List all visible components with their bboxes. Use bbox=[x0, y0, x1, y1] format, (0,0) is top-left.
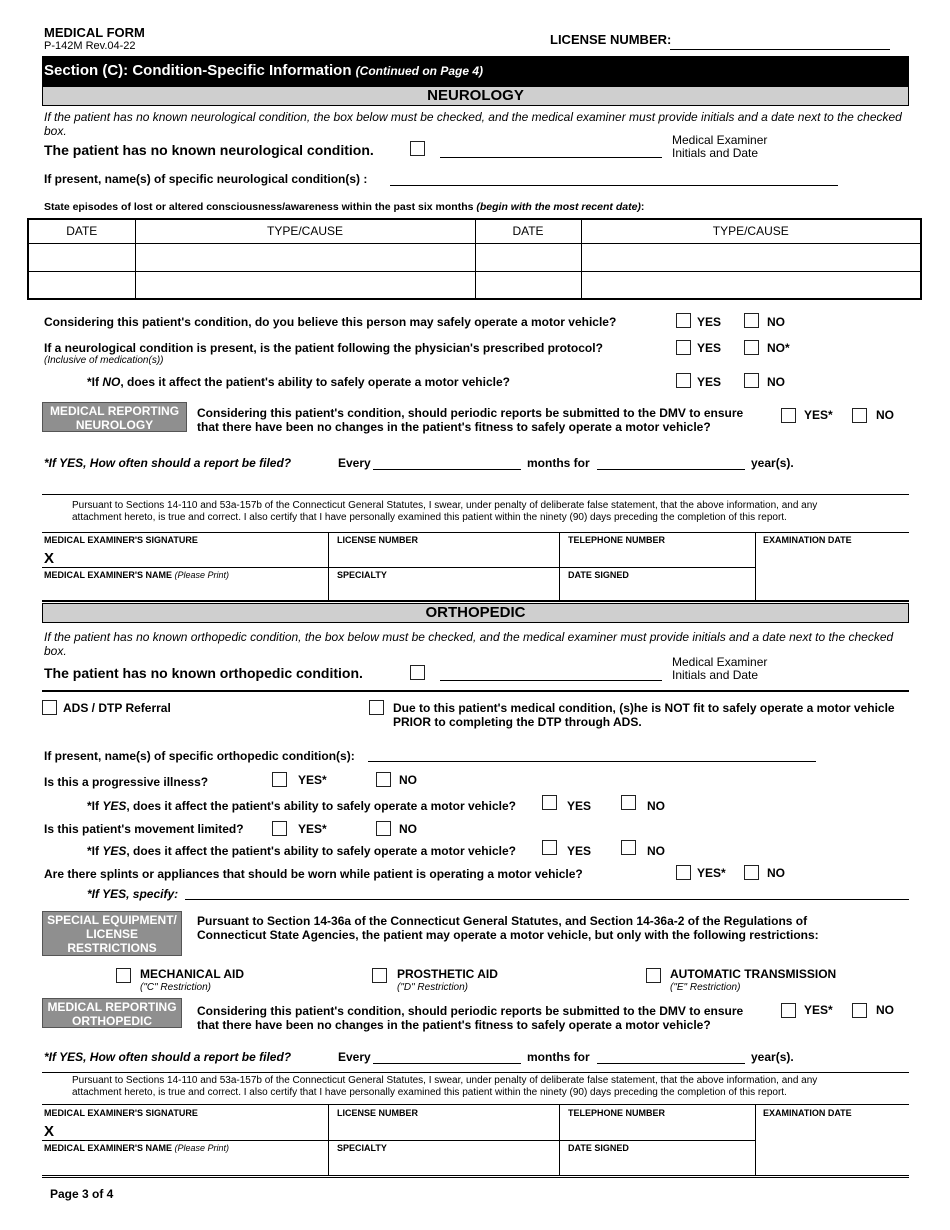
mechanical-aid-code: ("C" Restriction) bbox=[140, 982, 211, 993]
special-equipment-box bbox=[42, 911, 182, 956]
signature-x: X bbox=[44, 1123, 55, 1140]
episodes-note: (begin with the most recent date) bbox=[476, 201, 641, 213]
date-signed-label-2: DATE SIGNED bbox=[568, 1143, 629, 1153]
automatic-transmission-label: AUTOMATIC TRANSMISSION bbox=[670, 967, 837, 981]
q2-yes-label: YES bbox=[697, 341, 722, 355]
movement-question: Is this patient's movement limited? bbox=[44, 822, 244, 836]
movement-yes-checkbox[interactable] bbox=[272, 821, 287, 836]
splints-yes-label: YES* bbox=[697, 866, 726, 880]
q2-no-label: NO* bbox=[767, 341, 790, 355]
ortho-every-label: Every bbox=[338, 1050, 371, 1064]
examiner-name-label bbox=[44, 570, 229, 580]
exam-date-label-1: EXAMINATION DATE bbox=[763, 535, 852, 545]
q3-em: NO bbox=[102, 375, 121, 389]
progressive-affect-yes-label: YES bbox=[567, 799, 592, 813]
examiner-name-label bbox=[44, 1143, 229, 1153]
neuro-frequency-label: *If YES, How often should a report be filed? bbox=[44, 456, 292, 470]
progressive-no-label: NO bbox=[399, 773, 417, 787]
splints-specify-label: *If YES, specify: bbox=[87, 887, 179, 901]
sig-divider bbox=[328, 532, 329, 600]
name-label-text: MEDICAL EXAMINER'S NAME bbox=[44, 570, 172, 580]
mechanical-aid-checkbox[interactable] bbox=[116, 968, 131, 983]
attestation-top-rule bbox=[42, 494, 909, 495]
ads-dtp-checkbox[interactable] bbox=[42, 700, 57, 715]
table-row[interactable] bbox=[28, 271, 921, 299]
q2-yes-checkbox[interactable] bbox=[676, 340, 691, 355]
sig-block-mid bbox=[42, 1140, 755, 1141]
episodes-label-text: State episodes of lost or altered consciousness/awareness within the past six months bbox=[44, 201, 474, 213]
neurology-conditions-field[interactable] bbox=[390, 185, 838, 186]
neuro-years-label: year(s). bbox=[751, 456, 794, 470]
episode-type-cell[interactable] bbox=[581, 271, 921, 299]
affect-prefix: *If bbox=[87, 799, 103, 813]
orthopedic-heading: ORTHOPEDIC bbox=[42, 603, 909, 623]
examiner-initials-line1: Medical Examiner bbox=[672, 655, 768, 669]
ortho-rule bbox=[42, 690, 909, 692]
sig-block-top bbox=[42, 532, 909, 533]
ortho-reporting-yes-checkbox[interactable] bbox=[781, 1003, 796, 1018]
section-title-bar bbox=[42, 56, 909, 86]
movement-affect-yes-checkbox[interactable] bbox=[542, 840, 557, 855]
exam-date-label-2: EXAMINATION DATE bbox=[763, 1108, 852, 1118]
q1-no-checkbox[interactable] bbox=[744, 313, 759, 328]
movement-affect-no-label: NO bbox=[647, 844, 665, 858]
q2-no-checkbox[interactable] bbox=[744, 340, 759, 355]
special-equipment-line1: SPECIAL EQUIPMENT/ bbox=[47, 913, 177, 927]
q3-yes-checkbox[interactable] bbox=[676, 373, 691, 388]
col-type-2: TYPE/CAUSE bbox=[581, 219, 921, 243]
episode-date-cell[interactable] bbox=[28, 271, 135, 299]
affect-rest: , does it affect the patient's ability to safely operate a motor vehicle? bbox=[126, 799, 516, 813]
reporting-q-line2: that there have been no changes in the patient's fitness to safely operate a motor vehicle? bbox=[197, 420, 711, 434]
not-fit-line2: PRIOR to completing the DTP through ADS. bbox=[393, 715, 642, 729]
signature-x: X bbox=[44, 550, 55, 567]
ortho-months-label: months for bbox=[527, 1050, 590, 1064]
affect-em: YES bbox=[102, 799, 127, 813]
splints-yes-checkbox[interactable] bbox=[676, 865, 691, 880]
table-row[interactable] bbox=[28, 243, 921, 271]
orthopedic-instruction: If the patient has no known orthopedic condition, the box below must be checked, and the medical examiner must provide initials and a date next to the checked box. bbox=[44, 630, 894, 658]
ads-dtp-label: ADS / DTP Referral bbox=[63, 701, 171, 715]
col-date-2: DATE bbox=[475, 219, 581, 243]
episode-date-cell[interactable] bbox=[475, 243, 581, 271]
neurology-instruction: If the patient has no known neurological condition, the box below must be checked, and the medical examiner must provide initials and a date next to the checked box. bbox=[44, 110, 902, 138]
episodes-table bbox=[27, 218, 922, 300]
automatic-transmission-code: ("E" Restriction) bbox=[670, 982, 741, 993]
page-bottom-rule bbox=[42, 1175, 909, 1178]
ortho-every-field[interactable] bbox=[373, 1063, 521, 1064]
neuro-reporting-yes-checkbox[interactable] bbox=[781, 408, 796, 423]
ortho-years-label: year(s). bbox=[751, 1050, 794, 1064]
sig-block-top bbox=[42, 1104, 909, 1105]
prosthetic-aid-checkbox[interactable] bbox=[372, 968, 387, 983]
not-fit-line1: Due to this patient's medical condition, (s)he is NOT fit to safely operate a motor vehicle bbox=[393, 701, 895, 715]
not-fit-checkbox[interactable] bbox=[369, 700, 384, 715]
attestation-top-rule bbox=[42, 1072, 909, 1073]
episode-type-cell[interactable] bbox=[581, 243, 921, 271]
attestation-line2: attachment hereto, is true and correct. I also certify that I have personally examined this patient within the ninety (90) days preceding the completion of this report. bbox=[72, 512, 787, 523]
neurology-q2: If a neurological condition is present, is the patient following the physician's prescribed protocol? bbox=[44, 341, 603, 355]
not-fit-text bbox=[393, 701, 895, 729]
splints-no-label: NO bbox=[767, 866, 785, 880]
neuro-months-label: months for bbox=[527, 456, 590, 470]
neurology-no-condition-label: The patient has no known neurological condition. bbox=[44, 142, 374, 158]
automatic-transmission-checkbox[interactable] bbox=[646, 968, 661, 983]
affect-prefix: *If bbox=[87, 844, 103, 858]
episode-date-cell[interactable] bbox=[28, 243, 135, 271]
ortho-frequency-label: *If YES, How often should a report be filed? bbox=[44, 1050, 292, 1064]
neurology-no-condition-checkbox[interactable] bbox=[410, 141, 425, 156]
reporting-box-line1: MEDICAL REPORTING bbox=[49, 404, 180, 418]
neurology-reporting-question bbox=[197, 406, 743, 434]
ortho-top-rule bbox=[42, 600, 909, 602]
specialty-label-2: SPECIALTY bbox=[337, 1143, 387, 1153]
progressive-yes-checkbox[interactable] bbox=[272, 772, 287, 787]
movement-affect-yes-label: YES bbox=[567, 844, 592, 858]
reporting-box-line1: MEDICAL REPORTING bbox=[47, 1000, 177, 1014]
q3-rest: , does it affect the patient's ability to safely operate a motor vehicle? bbox=[120, 375, 510, 389]
q1-no-label: NO bbox=[767, 315, 785, 329]
episodes-label bbox=[44, 201, 644, 213]
q3-no-checkbox[interactable] bbox=[744, 373, 759, 388]
reporting-q-line2: that there have been no changes in the patient's fitness to safely operate a motor vehicle? bbox=[197, 1018, 711, 1032]
sig-divider bbox=[755, 532, 756, 600]
neuro-every-label: Every bbox=[338, 456, 371, 470]
progressive-yes-label: YES* bbox=[298, 773, 327, 787]
neurology-conditions-label: If present, name(s) of specific neurological condition(s) : bbox=[44, 172, 368, 186]
license-number-label-2: LICENSE NUMBER bbox=[337, 1108, 419, 1118]
page-number: Page 3 of 4 bbox=[50, 1187, 114, 1201]
ortho-reporting-no-label: NO bbox=[876, 1003, 894, 1017]
attestation-line1: Pursuant to Sections 14-110 and 53a-157b of the Connecticut General Statutes, I swear, under penalty of deliberate false statement, that the above information, and any bbox=[72, 500, 818, 511]
ortho-examiner-initials-field[interactable] bbox=[440, 680, 662, 681]
neurology-heading: NEUROLOGY bbox=[42, 86, 909, 106]
q1-yes-checkbox[interactable] bbox=[676, 313, 691, 328]
section-title: Section (C): Condition-Specific Information bbox=[44, 62, 352, 79]
col-type-1: TYPE/CAUSE bbox=[135, 219, 475, 243]
episode-date-cell[interactable] bbox=[475, 271, 581, 299]
affect-rest: , does it affect the patient's ability to safely operate a motor vehicle? bbox=[126, 844, 516, 858]
prosthetic-aid-label: PROSTHETIC AID bbox=[397, 967, 498, 981]
movement-affect-question bbox=[87, 844, 516, 858]
medical-reporting-orthopedic-box bbox=[42, 998, 182, 1028]
q3-prefix: *If bbox=[87, 375, 103, 389]
ortho-years-field[interactable] bbox=[597, 1063, 745, 1064]
ortho-no-condition-label: The patient has no known orthopedic condition. bbox=[44, 665, 363, 681]
progressive-affect-question bbox=[87, 799, 516, 813]
neurology-q3 bbox=[87, 375, 510, 389]
ortho-reporting-yes-label: YES* bbox=[804, 1003, 833, 1017]
splints-specify-field[interactable] bbox=[185, 899, 909, 900]
special-equipment-line3: RESTRICTIONS bbox=[67, 941, 157, 955]
license-number-field[interactable] bbox=[670, 49, 890, 50]
ortho-reporting-question bbox=[197, 1004, 743, 1032]
attestation-text-1 bbox=[72, 500, 817, 524]
neurology-examiner-initials-field[interactable] bbox=[440, 157, 662, 158]
sig-divider bbox=[559, 532, 560, 600]
specialty-label-1: SPECIALTY bbox=[337, 570, 387, 580]
special-equipment-line2: LICENSE bbox=[85, 927, 138, 941]
progressive-question: Is this a progressive illness? bbox=[44, 775, 209, 789]
reporting-box-line2: ORTHOPEDIC bbox=[71, 1014, 152, 1028]
name-label-text: MEDICAL EXAMINER'S NAME bbox=[44, 1143, 172, 1153]
telephone-label-2: TELEPHONE NUMBER bbox=[568, 1108, 666, 1118]
splints-question: Are there splints or appliances that should be worn while patient is operating a motor vehicle? bbox=[44, 867, 583, 881]
license-number-label-1: LICENSE NUMBER bbox=[337, 535, 419, 545]
neurology-q1: Considering this patient's condition, do you believe this person may safely operate a motor vehicle? bbox=[44, 315, 617, 329]
neuro-reporting-yes-label: YES* bbox=[804, 408, 833, 422]
examiner-initials-line2: Initials and Date bbox=[672, 668, 759, 682]
medical-reporting-neurology-box bbox=[42, 402, 187, 432]
reporting-q-line1: Considering this patient's condition, should periodic reports be submitted to the DMV to ensure bbox=[197, 1004, 744, 1018]
telephone-label-1: TELEPHONE NUMBER bbox=[568, 535, 666, 545]
mechanical-aid-label: MECHANICAL AID bbox=[140, 967, 244, 981]
neuro-reporting-no-checkbox[interactable] bbox=[852, 408, 867, 423]
splints-no-checkbox[interactable] bbox=[744, 865, 759, 880]
progressive-no-checkbox[interactable] bbox=[376, 772, 391, 787]
form-number: P-142M Rev.04-22 bbox=[44, 40, 136, 52]
examiner-signature-label: MEDICAL EXAMINER'S SIGNATURE bbox=[44, 535, 198, 545]
q3-no-label: NO bbox=[767, 375, 785, 389]
attestation-line2: attachment hereto, is true and correct. I also certify that I have personally examined this patient within the ninety (90) days preceding the completion of this report. bbox=[72, 1087, 787, 1098]
progressive-affect-yes-checkbox[interactable] bbox=[542, 795, 557, 810]
prosthetic-aid-code: ("D" Restriction) bbox=[397, 982, 468, 993]
license-number-label: LICENSE NUMBER: bbox=[550, 32, 672, 47]
restrictions-line1: Pursuant to Section 14-36a of the Connecticut General Statutes, and Section 14-36a-2 of the Regulations of bbox=[197, 914, 808, 928]
restrictions-text bbox=[197, 914, 819, 942]
sig-block-mid bbox=[42, 567, 755, 568]
attestation-text-2 bbox=[72, 1075, 817, 1099]
attestation-line1: Pursuant to Sections 14-110 and 53a-157b of the Connecticut General Statutes, I swear, under penalty of deliberate false statement, that the above information, and any bbox=[72, 1075, 818, 1086]
examiner-initials-line2: Initials and Date bbox=[672, 146, 759, 160]
ortho-conditions-label: If present, name(s) of specific orthopedic condition(s): bbox=[44, 749, 355, 763]
reporting-q-line1: Considering this patient's condition, should periodic reports be submitted to the DMV to ensure bbox=[197, 406, 744, 420]
reporting-box-line2: NEUROLOGY bbox=[75, 418, 154, 432]
movement-affect-no-checkbox[interactable] bbox=[621, 840, 636, 855]
col-date-1: DATE bbox=[28, 219, 135, 243]
ortho-examiner-initials-label bbox=[672, 656, 767, 682]
neurology-examiner-initials-label bbox=[672, 134, 767, 160]
movement-no-label: NO bbox=[399, 822, 417, 836]
neurology-q2-sub: (Inclusive of medication(s)) bbox=[44, 355, 164, 366]
neuro-reporting-no-label: NO bbox=[876, 408, 894, 422]
progressive-affect-no-checkbox[interactable] bbox=[621, 795, 636, 810]
movement-yes-label: YES* bbox=[298, 822, 327, 836]
ortho-no-condition-checkbox[interactable] bbox=[410, 665, 425, 680]
ortho-reporting-no-checkbox[interactable] bbox=[852, 1003, 867, 1018]
sig-divider bbox=[755, 1104, 756, 1175]
examiner-initials-line1: Medical Examiner bbox=[672, 133, 768, 147]
affect-em: YES bbox=[102, 844, 127, 858]
name-note: (Please Print) bbox=[174, 1143, 230, 1153]
q3-yes-label: YES bbox=[697, 375, 722, 389]
form-title: MEDICAL FORM bbox=[44, 25, 145, 40]
q1-yes-label: YES bbox=[697, 315, 722, 329]
episodes-colon: : bbox=[640, 201, 645, 213]
ortho-conditions-field[interactable] bbox=[368, 761, 816, 762]
restrictions-line2: Connecticut State Agencies, the patient may operate a motor vehicle, but only with the following restrictions: bbox=[197, 928, 819, 942]
date-signed-label-1: DATE SIGNED bbox=[568, 570, 629, 580]
examiner-signature-label: MEDICAL EXAMINER'S SIGNATURE bbox=[44, 1108, 198, 1118]
episodes-header-row bbox=[28, 219, 921, 243]
neuro-every-field[interactable] bbox=[373, 469, 521, 470]
name-note: (Please Print) bbox=[174, 570, 230, 580]
movement-no-checkbox[interactable] bbox=[376, 821, 391, 836]
neuro-years-field[interactable] bbox=[597, 469, 745, 470]
episode-type-cell[interactable] bbox=[135, 271, 475, 299]
section-continued: (Continued on Page 4) bbox=[355, 64, 484, 78]
progressive-affect-no-label: NO bbox=[647, 799, 665, 813]
episode-type-cell[interactable] bbox=[135, 243, 475, 271]
